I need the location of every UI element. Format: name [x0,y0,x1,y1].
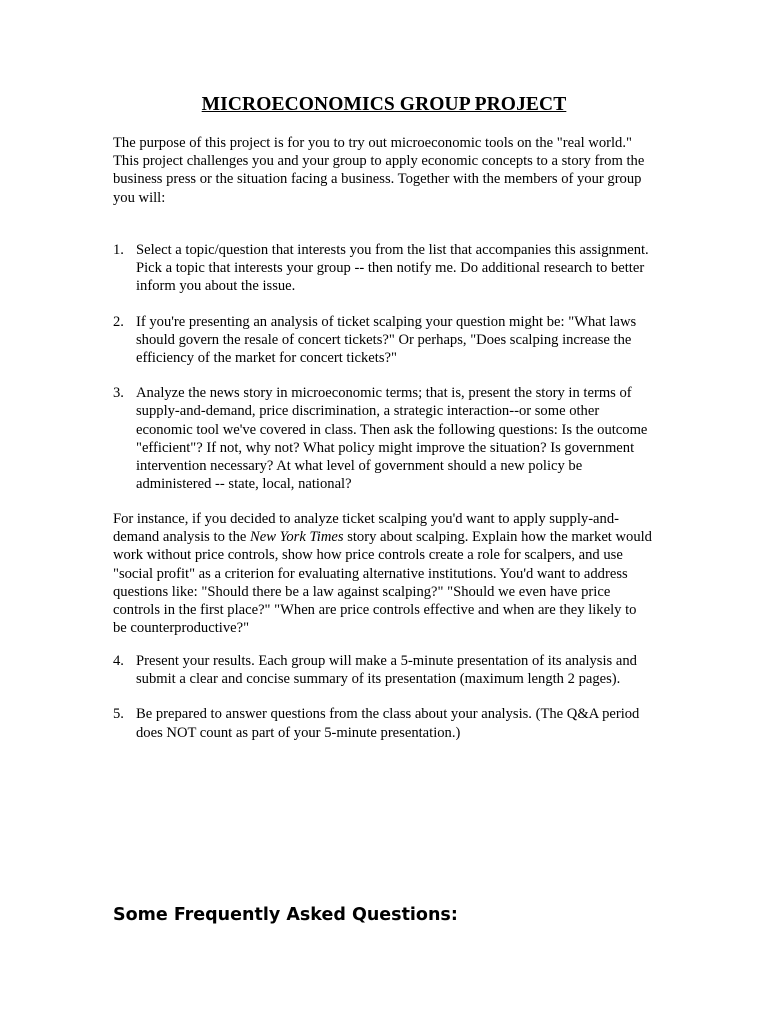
list-item-number: 4. [113,653,124,669]
list-item [113,241,658,296]
example-text-before: For instance, if you decided to analyze ticket scalping you'd want to apply supply-and-demand analysis to the [113,511,619,546]
page-title: MICROECONOMICS GROUP PROJECT [201,94,567,115]
intro-paragraph: The purpose of this project is for you to try out microeconomic tools on the "real world." This project challenges you and your group to apply economic concepts to a story from the business press or the situation facing a business. Together with the members of your group you will: [113,135,645,206]
list-item [113,705,658,741]
list-item-text: Be prepared to answer questions from the class about your analysis. (The Q&A period does NOT count as part of your 5-minute presentation.) [136,706,640,741]
list-item-text: Select a topic/question that interests you from the list that accompanies this assignment. Pick a topic that interests your group -- then notify me. Do additional research to better inform you about the issue. [136,242,649,295]
list-item-number: 5. [113,706,124,723]
list-item-number: 2. [113,313,124,330]
list-item-number: 3. [113,385,124,402]
list-item-text: If you're presenting an analysis of ticket scalping your question might be: "What laws should govern the resale of concert tickets?" Or perhaps, "Does scalping increase the efficiency of the market for concert tickets?" [136,313,637,367]
list-item [113,652,658,688]
list-item-text: Analyze the news story in microeconomic terms; that is, present the story in terms of supply-and-demand, price discrimination, a strategic interaction--or some other economic tool we've covered in class. Then ask the following questions: Is the outcome "efficient"? If not, why not? What policy might improve the situation? Is government intervention necessary? At what level of government should a new policy be administered -- state, local, national? [136,385,648,493]
list-item-text: Present your results. Each group will make a 5-minute presentation of its analysis and submit a clear and concise summary of its presentation (maximum length 2 pages). [136,653,637,688]
steps-list-second [113,652,658,759]
example-paragraph [113,510,653,637]
faq-heading: Some Frequently Asked Questions: [113,905,458,925]
list-item [113,384,658,493]
example-text-after: story about scalping. Explain how the market would work without price controls, show how price controls create a role for scalpers, and use "social profit" as a criterion for evaluating alternative institutions. You'd want to address questions like: "Should there be a law against scalping?" "Should we even have price controls in the first place?" "When are price controls effective and when are they likely to be counterproductive?" [113,529,652,637]
example-source-title: New York Times [250,529,344,546]
list-item-number: 1. [113,242,124,258]
list-item [113,313,658,368]
steps-list-first [113,241,658,510]
